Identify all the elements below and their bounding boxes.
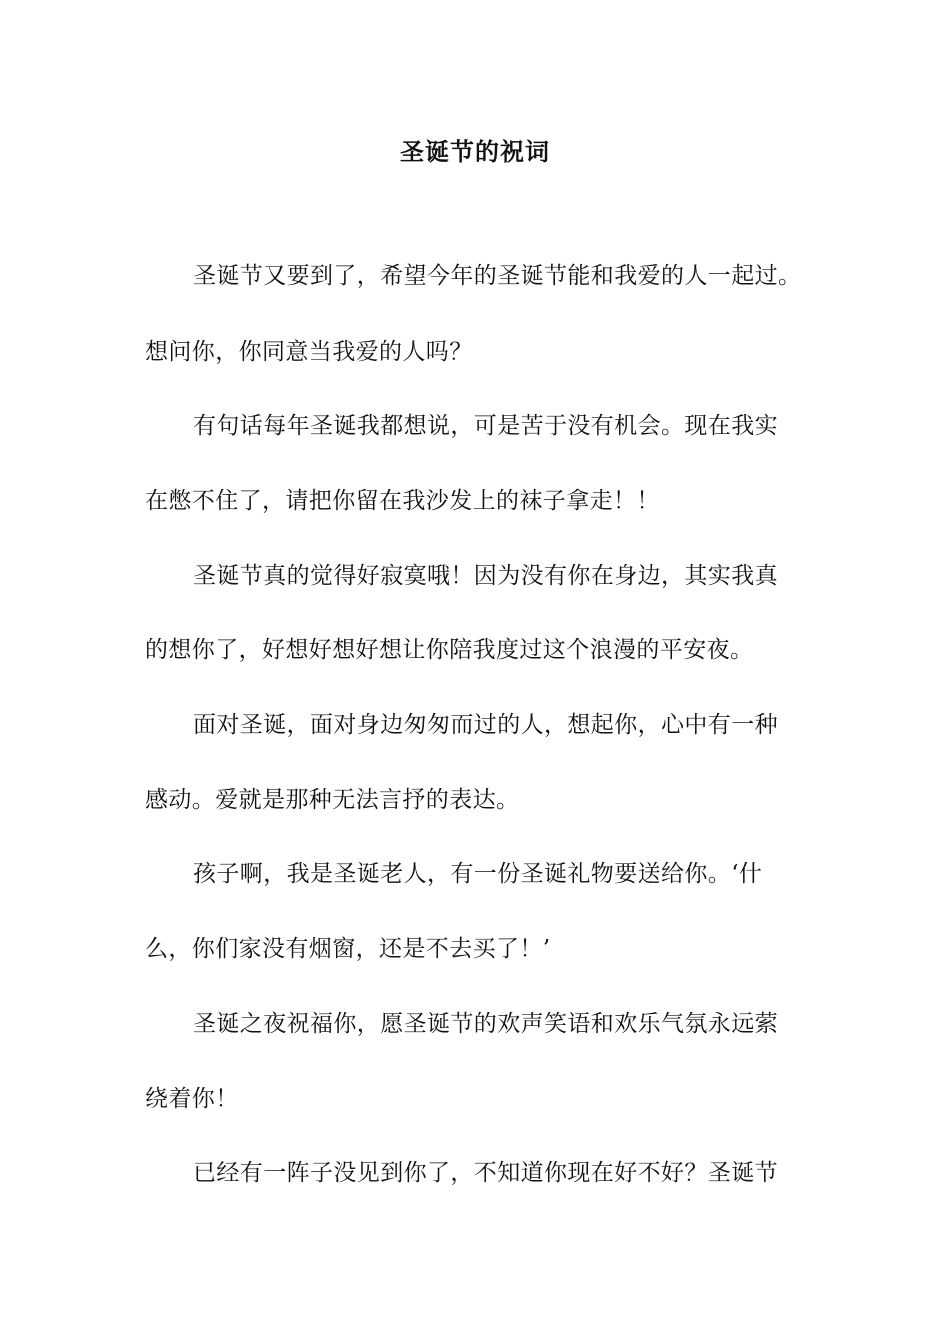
paragraph-5-line-2: 么，你们家没有烟窗，还是不去买了！’: [145, 936, 551, 962]
paragraph-7-line-1: 已经有一阵子没见到你了，不知道你现在好不好？圣诞节: [193, 1160, 778, 1186]
paragraph-2-line-1: 有句话每年圣诞我都想说，可是苦于没有机会。现在我实: [193, 413, 778, 439]
paragraph-5-line-1: 孩子啊，我是圣诞老人，有一份圣诞礼物要送给你。‘什: [193, 861, 763, 887]
paragraph-2-line-2: 在憋不住了，请把你留在我沙发上的袜子拿走！！: [145, 488, 660, 514]
page-title: 圣诞节的祝词: [400, 137, 550, 166]
paragraph-6-line-2: 绕着你！: [145, 1086, 239, 1112]
paragraph-3-line-1: 圣诞节真的觉得好寂寞哦！因为没有你在身边，其实我真: [193, 563, 778, 589]
paragraph-4-line-2: 感动。爱就是那种无法言抒的表达。: [145, 787, 520, 813]
paragraph-4-line-1: 面对圣诞，面对身边匆匆而过的人，想起你，心中有一种: [193, 712, 778, 738]
paragraph-6-line-1: 圣诞之夜祝福你，愿圣诞节的欢声笑语和欢乐气氛永远萦: [193, 1011, 778, 1037]
paragraph-1-line-1: 圣诞节又要到了，希望今年的圣诞节能和我爱的人一起过。: [193, 263, 802, 289]
paragraph-1-line-2: 想问你，你同意当我爱的人吗？: [145, 339, 473, 365]
paragraph-3-line-2: 的想你了，好想好想好想让你陪我度过这个浪漫的平安夜。: [145, 637, 754, 663]
